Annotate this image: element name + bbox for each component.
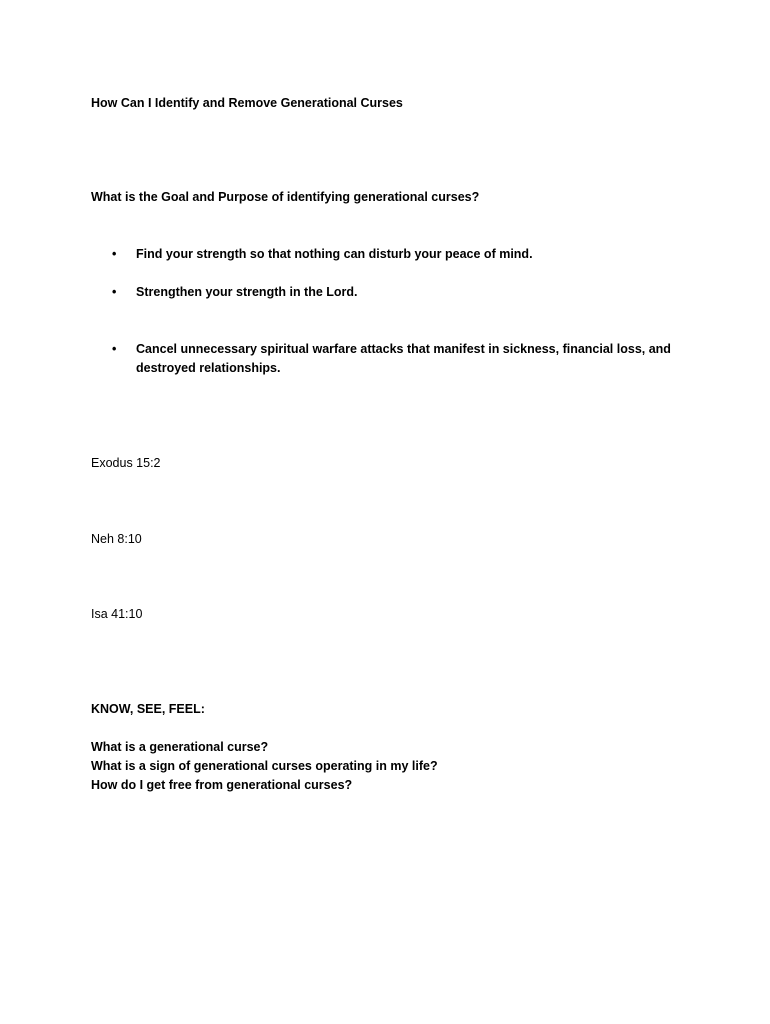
bullet-marker: • bbox=[112, 342, 117, 356]
know-see-feel-heading: KNOW, SEE, FEEL: bbox=[91, 702, 205, 716]
bullet-item bbox=[112, 245, 692, 264]
scripture-reference: Neh 8:10 bbox=[91, 532, 142, 546]
bullet-item bbox=[112, 283, 692, 302]
bullet-marker: • bbox=[112, 247, 117, 261]
bullet-text: Find your strength so that nothing can disturb your peace of mind. bbox=[136, 247, 533, 261]
scripture-reference: Isa 41:10 bbox=[91, 607, 143, 621]
document-title: How Can I Identify and Remove Generational Curses bbox=[91, 96, 403, 110]
bullet-item bbox=[112, 340, 672, 378]
question-line: What is a generational curse? bbox=[91, 740, 269, 754]
bullet-marker: • bbox=[112, 285, 117, 299]
bullet-text: Cancel unnecessary spiritual warfare attacks that manifest in sickness, financial loss, and destroyed relationships. bbox=[136, 342, 671, 375]
section-heading: What is the Goal and Purpose of identifying generational curses? bbox=[91, 190, 480, 204]
question-line: What is a sign of generational curses operating in my life? bbox=[91, 759, 438, 773]
scripture-reference: Exodus 15:2 bbox=[91, 456, 161, 470]
question-line: How do I get free from generational curses? bbox=[91, 778, 353, 792]
bullet-text: Strengthen your strength in the Lord. bbox=[136, 285, 358, 299]
